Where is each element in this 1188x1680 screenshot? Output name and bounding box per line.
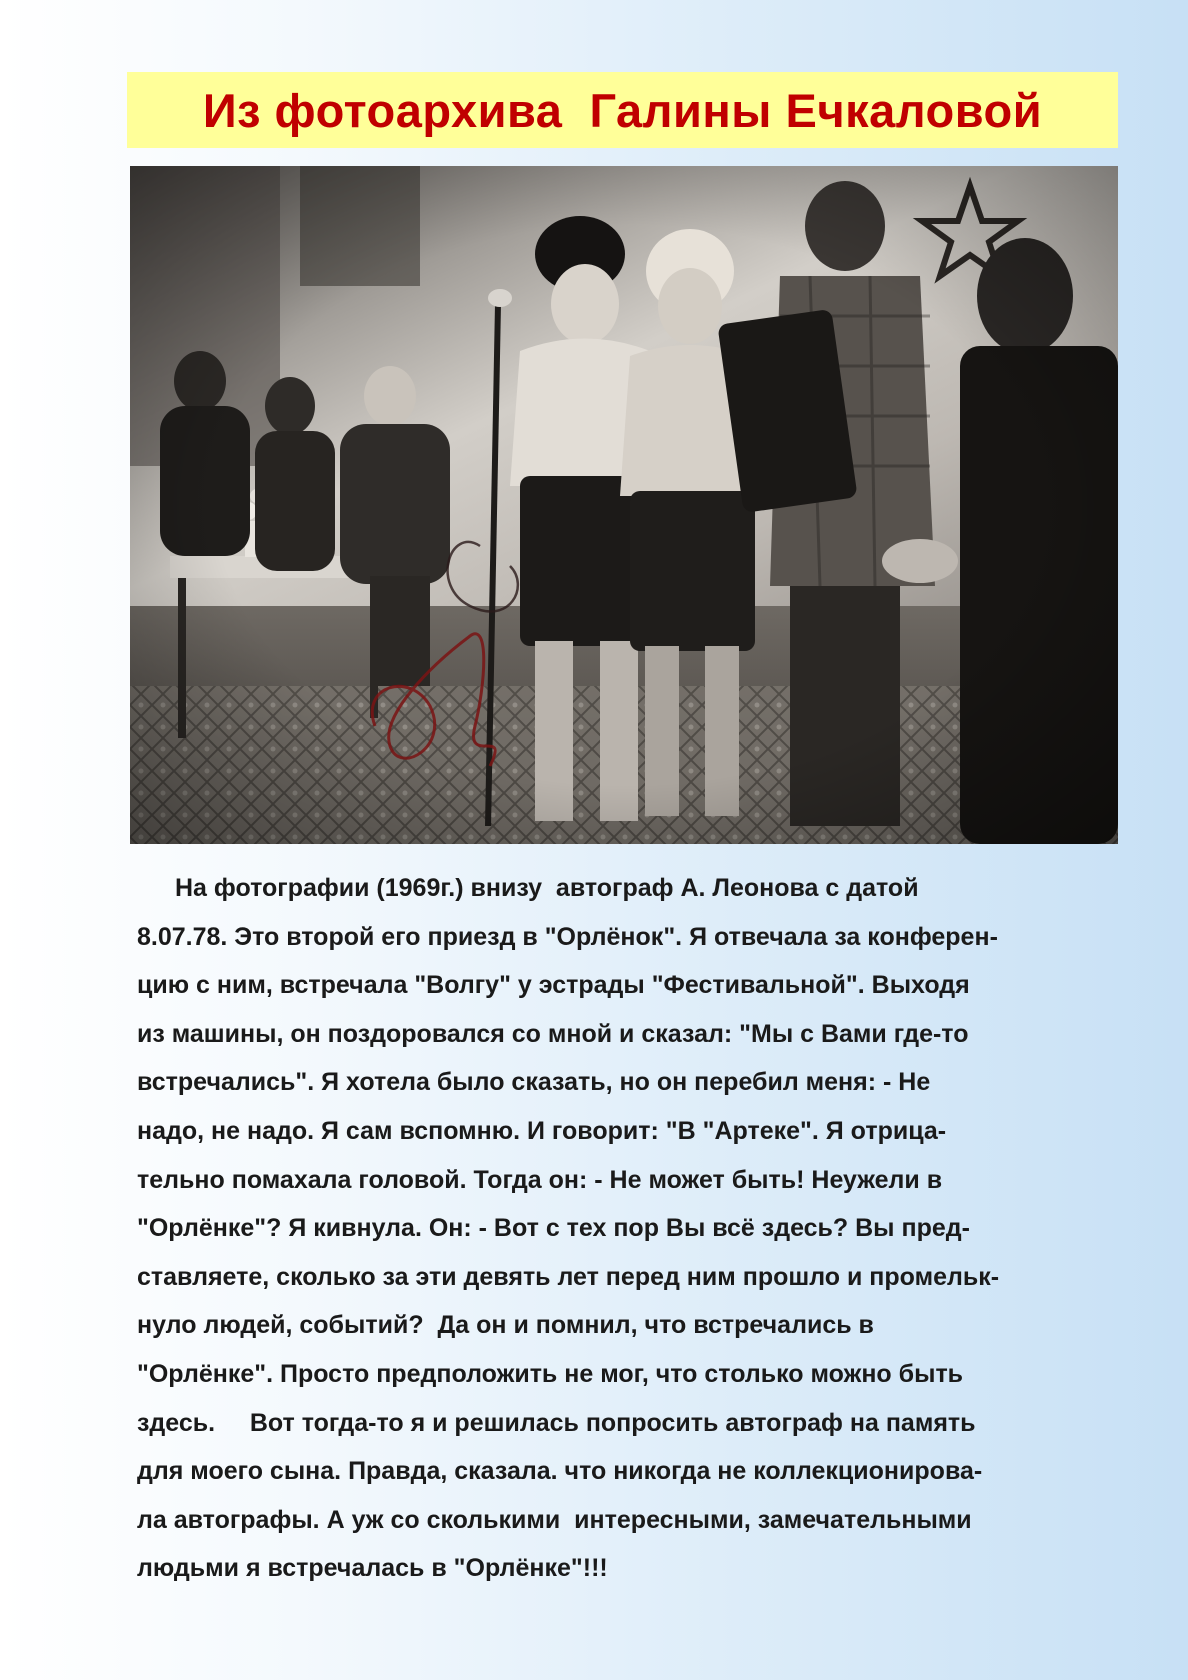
caption-line: надо, не надо. Я сам вспомню. И говорит: "В "Артеке". Я отрица- xyxy=(137,1116,947,1145)
page-title: Из фотоархива Галины Ечкаловой xyxy=(202,83,1043,137)
caption-line: здесь. Вот тогда-то я и решилась попросить автограф на память xyxy=(137,1408,976,1437)
title-banner xyxy=(127,72,1118,148)
caption-line: нуло людей, событий? Да он и помнил, что встречались в xyxy=(137,1311,874,1340)
archival-photo xyxy=(130,166,1118,844)
caption-line: 8.07.78. Это второй его приезд в "Орлёнок". Я отвечала за конферен- xyxy=(137,922,998,951)
caption-line: тельно помахала головой. Тогда он: - Не может быть! Неужели в xyxy=(137,1165,943,1194)
photo-illustration xyxy=(130,166,1118,844)
caption-line: ла автографы. А уж со сколькими интересными, замечательными xyxy=(137,1505,972,1534)
caption-line: "Орлёнке". Просто предположить не мог, что столько можно быть xyxy=(137,1359,964,1388)
caption-line: для моего сына. Правда, сказала. что никогда не коллекционирова- xyxy=(137,1457,983,1486)
caption-line: из машины, он поздоровался со мной и сказал: "Мы с Вами где-то xyxy=(137,1019,969,1048)
caption-line: На фотографии (1969г.) внизу автограф А. Леонова с датой xyxy=(175,874,919,902)
caption-line: людьми я встречалась в "Орлёнке"!!! xyxy=(137,1554,608,1583)
caption-line: встречались". Я хотела было сказать, но он перебил меня: - Не xyxy=(137,1068,931,1097)
caption-line: ставляете, сколько за эти девять лет перед ним прошло и промельк- xyxy=(137,1262,1000,1291)
caption-line: "Орлёнке"? Я кивнула. Он: - Вот с тех пор Вы всё здесь? Вы пред- xyxy=(137,1214,970,1243)
caption-line: цию с ним, встречала "Волгу" у эстрады "Фестивальной". Выходя xyxy=(137,971,970,1000)
photo-caption xyxy=(137,864,1112,1593)
